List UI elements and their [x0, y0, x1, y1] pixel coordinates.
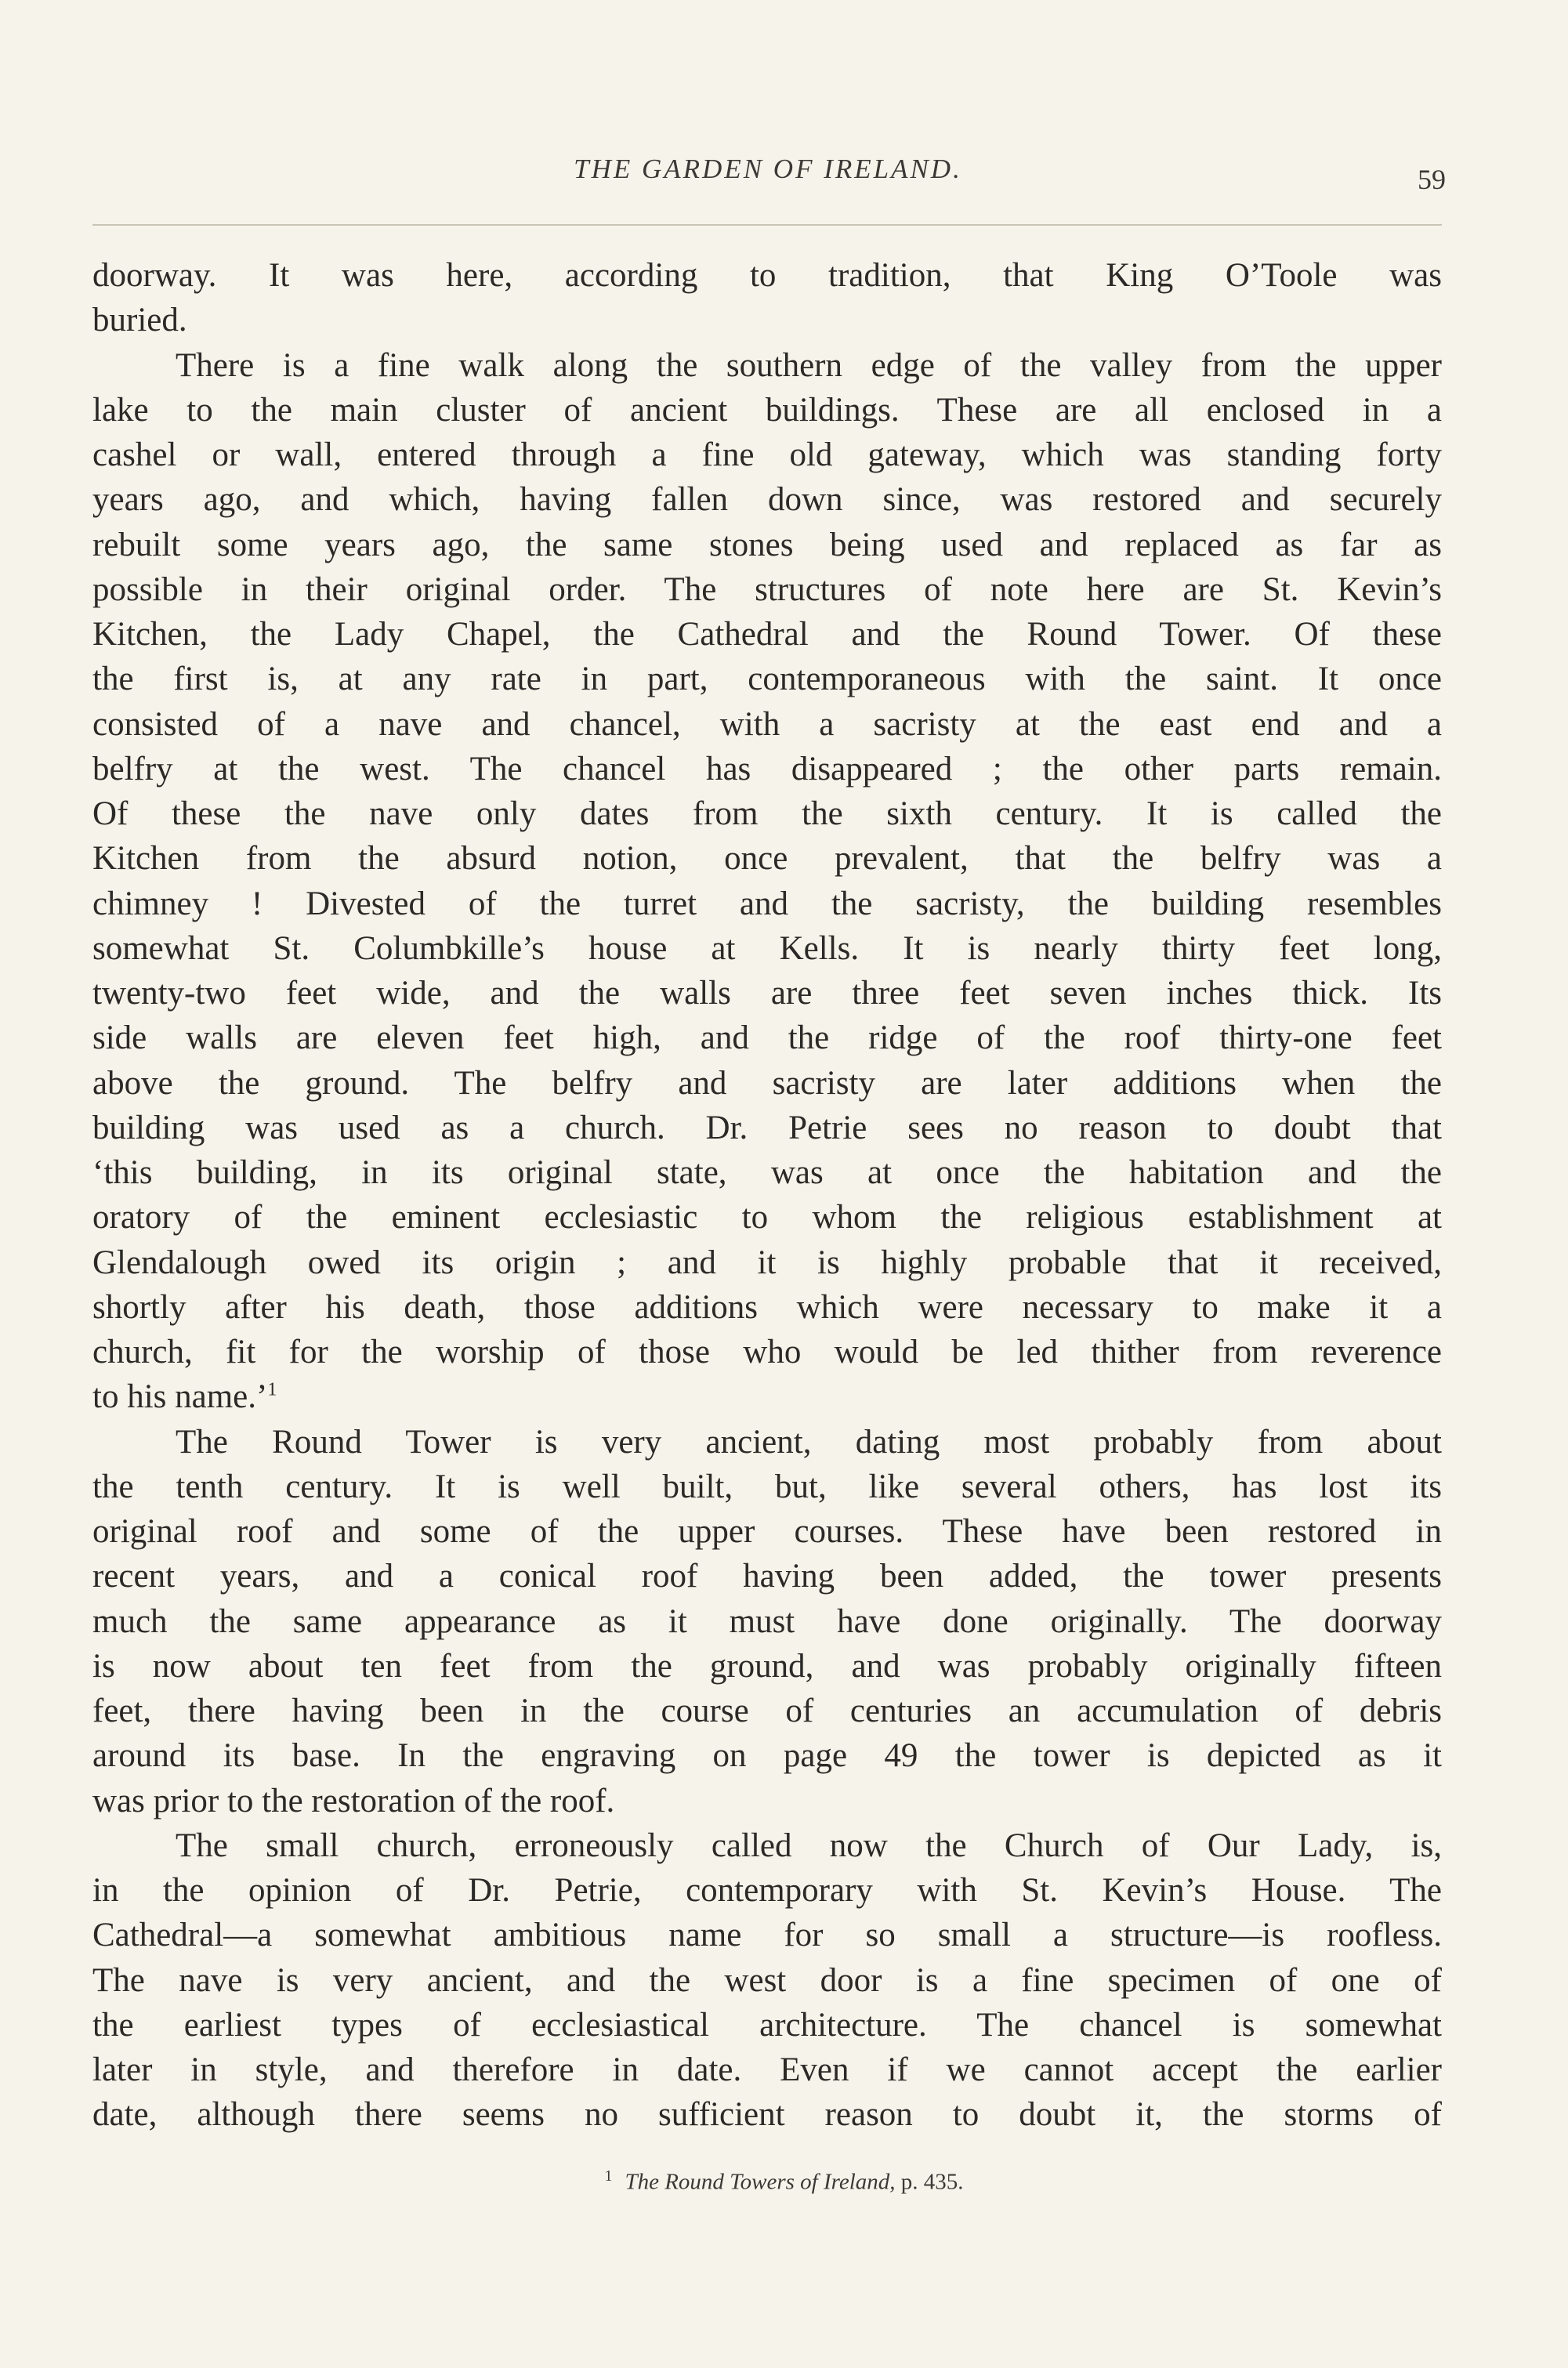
body-text: [92, 253, 1442, 2138]
text-line: Cathedral—a somewhat ambitious name for so small a structure—is roofless.: [92, 1917, 1442, 1954]
text-line: cashel or wall, entered through a fine old gateway, which was standing forty: [92, 436, 1442, 473]
text-line: consisted of a nave and chancel, with a sacristy at the east end and a: [92, 705, 1442, 743]
text-line: was prior to the restoration of the roof.: [92, 1782, 615, 1819]
text-line: belfry at the west. The chancel has disappeared ; the other parts remain.: [92, 750, 1442, 788]
text-line: the first is, at any rate in part, contemporaneous with the saint. It once: [92, 661, 1442, 698]
text-line: doorway. It was here, according to tradition, that King O’Toole was: [92, 257, 1442, 294]
text-line: feet, there having been in the course of centuries an accumulation of debris: [92, 1693, 1442, 1729]
text-line: Kitchen, the Lady Chapel, the Cathedral and the Round Tower. Of these: [92, 616, 1442, 653]
text-line: to his name.’: [92, 1378, 268, 1416]
text-line: church, fit for the worship of those who would be led thither from reverence: [92, 1334, 1442, 1370]
text-line: date, although there seems no sufficient reason to doubt it, the storms of: [92, 2096, 1442, 2134]
paragraph-first-line: The Round Tower is very ancient, dating most probably from about: [176, 1423, 1442, 1461]
text-line: possible in their original order. The structures of note here are St. Kevin’s: [92, 570, 1442, 608]
footnote-page-ref: p. 435.: [900, 2169, 964, 2195]
footnote-marker: 1: [267, 1379, 277, 1400]
text-line: twenty-two feet wide, and the walls are three feet seven inches thick. Its: [92, 975, 1442, 1012]
text-line: oratory of the eminent ecclesiastic to whom the religious establishment at: [92, 1199, 1442, 1237]
text-line: in the opinion of Dr. Petrie, contemporary with St. Kevin’s House. The: [92, 1872, 1442, 1909]
text-line: side walls are eleven feet high, and the ridge of the roof thirty-one feet: [92, 1019, 1442, 1057]
text-line: lake to the main cluster of ancient buildings. These are all enclosed in a: [92, 391, 1442, 429]
text-line: years ago, and which, having fallen down since, was restored and securely: [92, 481, 1442, 519]
text-line: is now about ten feet from the ground, and was probably originally fifteen: [92, 1647, 1442, 1685]
text-line: Glendalough owed its origin ; and it is highly probable that it received,: [92, 1244, 1442, 1281]
text-line: Kitchen from the absurd notion, once prevalent, that the belfry was a: [92, 840, 1442, 878]
text-line-with-footnote: [92, 1374, 1442, 1419]
text-line: Of these the nave only dates from the sixth century. It is called the: [92, 795, 1442, 832]
text-line: above the ground. The belfry and sacristy are later additions when the: [92, 1064, 1442, 1102]
text-line: ‘this building, in its original state, was at once the habitation and the: [92, 1154, 1442, 1191]
text-line: building was used as a church. Dr. Petrie sees no reason to doubt that: [92, 1109, 1442, 1146]
footnote: [0, 2167, 1568, 2196]
text-line: around its base. In the engraving on page 49 the tower is depicted as it: [92, 1737, 1442, 1775]
page-number: 59: [1418, 164, 1446, 195]
header-rule: [92, 224, 1442, 226]
text-line: rebuilt some years ago, the same stones being used and replaced as far as: [92, 526, 1442, 563]
text-line: chimney ! Divested of the turret and the sacristy, the building resembles: [92, 885, 1442, 922]
text-line: somewhat St. Columbkille’s house at Kells. It is nearly thirty feet long,: [92, 929, 1442, 967]
text-line: original roof and some of the upper courses. These have been restored in: [92, 1513, 1442, 1550]
text-line: the tenth century. It is well built, but, like several others, has lost its: [92, 1468, 1442, 1505]
paragraph-first-line: The small church, erroneously called now the Church of Our Lady, is,: [176, 1827, 1442, 1864]
running-head: [90, 154, 1446, 201]
text-line: later in style, and therefore in date. Even if we cannot accept the earlier: [92, 2051, 1442, 2088]
running-title: THE GARDEN OF IRELAND.: [574, 154, 962, 184]
paragraph-first-line: There is a fine walk along the southern edge of the valley from the upper: [176, 346, 1442, 384]
footnote-number: 1: [604, 2167, 613, 2185]
text-line: recent years, and a conical roof having been added, the tower presents: [92, 1558, 1442, 1595]
text-line: the earliest types of ecclesiastical architecture. The chancel is somewhat: [92, 2006, 1442, 2044]
text-line: buried.: [92, 302, 187, 339]
footnote-title: The Round Towers of Ireland,: [625, 2169, 896, 2195]
text-line: shortly after his death, those additions which were necessary to make it a: [92, 1288, 1442, 1326]
text-line: much the same appearance as it must have done originally. The doorway: [92, 1602, 1442, 1640]
text-line: The nave is very ancient, and the west door is a fine specimen of one of: [92, 1961, 1442, 1999]
